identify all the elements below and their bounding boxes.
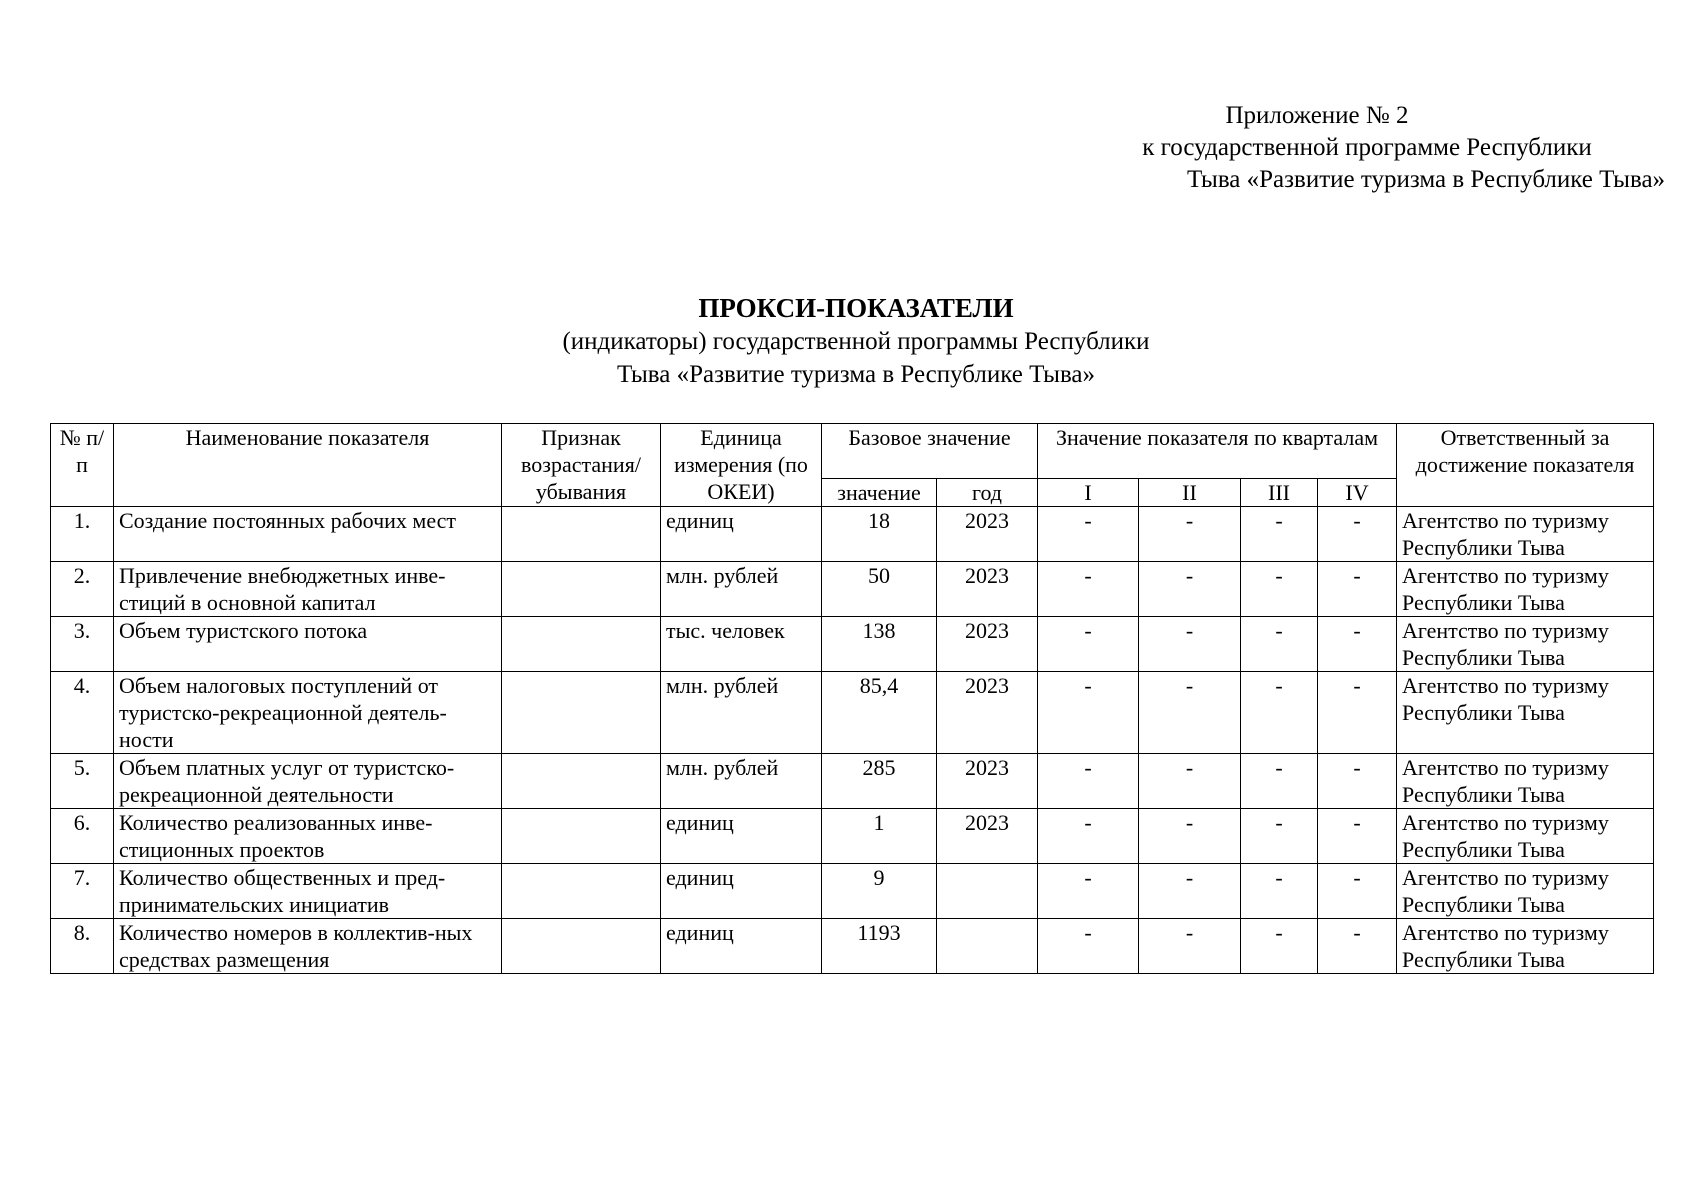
unit: млн. рублей bbox=[661, 754, 822, 809]
header-base-value-year: год bbox=[937, 479, 1038, 507]
quarter-3-value: - bbox=[1241, 754, 1318, 809]
quarter-4-value: - bbox=[1318, 809, 1397, 864]
table-row bbox=[51, 754, 1654, 809]
responsible-agency: Агентство по туризму Республики Тыва bbox=[1397, 754, 1654, 809]
header-number: № п/п bbox=[51, 424, 114, 507]
quarter-2-value: - bbox=[1139, 617, 1241, 672]
header-quarter-3: III bbox=[1241, 479, 1318, 507]
indicator-name: Объем налоговых поступлений от туристско-рекреационной деятель-ности bbox=[114, 672, 502, 754]
base-year bbox=[937, 864, 1038, 919]
base-year: 2023 bbox=[937, 507, 1038, 562]
indicator-name: Создание постоянных рабочих мест bbox=[114, 507, 502, 562]
quarter-1-value: - bbox=[1038, 919, 1139, 974]
base-year: 2023 bbox=[937, 562, 1038, 617]
unit: единиц bbox=[661, 809, 822, 864]
quarter-1-value: - bbox=[1038, 754, 1139, 809]
base-value: 18 bbox=[822, 507, 937, 562]
table-row bbox=[51, 809, 1654, 864]
table-row bbox=[51, 864, 1654, 919]
base-value: 9 bbox=[822, 864, 937, 919]
quarter-4-value: - bbox=[1318, 672, 1397, 754]
quarter-2-value: - bbox=[1139, 864, 1241, 919]
responsible-agency: Агентство по туризму Республики Тыва bbox=[1397, 672, 1654, 754]
quarter-3-value: - bbox=[1241, 919, 1318, 974]
quarter-2-value: - bbox=[1139, 919, 1241, 974]
responsible-agency: Агентство по туризму Республики Тыва bbox=[1397, 809, 1654, 864]
base-year: 2023 bbox=[937, 809, 1038, 864]
quarter-1-value: - bbox=[1038, 809, 1139, 864]
header-trend-sign: Признак возрастания/ убывания bbox=[502, 424, 661, 507]
trend-sign bbox=[502, 617, 661, 672]
base-year: 2023 bbox=[937, 617, 1038, 672]
row-number: 7. bbox=[51, 864, 114, 919]
table-row bbox=[51, 919, 1654, 974]
unit: единиц bbox=[661, 919, 822, 974]
responsible-agency: Агентство по туризму Республики Тыва bbox=[1397, 562, 1654, 617]
base-value: 285 bbox=[822, 754, 937, 809]
quarter-4-value: - bbox=[1318, 919, 1397, 974]
annex-number: Приложение № 2 bbox=[1225, 102, 1409, 129]
indicator-name: Количество номеров в коллектив-ных средствах размещения bbox=[114, 919, 502, 974]
quarter-2-value: - bbox=[1139, 754, 1241, 809]
trend-sign bbox=[502, 919, 661, 974]
row-number: 6. bbox=[51, 809, 114, 864]
header-indicator-name: Наименование показателя bbox=[114, 424, 502, 507]
header-quarter-4: IV bbox=[1318, 479, 1397, 507]
header-base-value: Базовое значение bbox=[822, 424, 1038, 479]
quarter-3-value: - bbox=[1241, 809, 1318, 864]
row-number: 2. bbox=[51, 562, 114, 617]
table-row bbox=[51, 562, 1654, 617]
header-quarterly-values: Значение показателя по кварталам bbox=[1038, 424, 1397, 479]
annex-program-name: Тыва «Развитие туризма в Республике Тыва» bbox=[1187, 166, 1666, 193]
trend-sign bbox=[502, 672, 661, 754]
base-value: 50 bbox=[822, 562, 937, 617]
responsible-agency: Агентство по туризму Республики Тыва bbox=[1397, 864, 1654, 919]
row-number: 1. bbox=[51, 507, 114, 562]
quarter-3-value: - bbox=[1241, 864, 1318, 919]
trend-sign bbox=[502, 562, 661, 617]
header-responsible: Ответственный за достижение показателя bbox=[1397, 424, 1654, 507]
quarter-3-value: - bbox=[1241, 672, 1318, 754]
row-number: 3. bbox=[51, 617, 114, 672]
quarter-3-value: - bbox=[1241, 562, 1318, 617]
quarter-1-value: - bbox=[1038, 864, 1139, 919]
quarter-4-value: - bbox=[1318, 864, 1397, 919]
table-row bbox=[51, 672, 1654, 754]
quarter-4-value: - bbox=[1318, 617, 1397, 672]
base-value: 138 bbox=[822, 617, 937, 672]
quarter-3-value: - bbox=[1241, 617, 1318, 672]
header-quarter-2: II bbox=[1139, 479, 1241, 507]
header-quarter-1: I bbox=[1038, 479, 1139, 507]
indicator-name: Объем туристского потока bbox=[114, 617, 502, 672]
document-title-block bbox=[0, 292, 1697, 391]
quarter-3-value: - bbox=[1241, 507, 1318, 562]
quarter-1-value: - bbox=[1038, 562, 1139, 617]
quarter-4-value: - bbox=[1318, 507, 1397, 562]
proxy-indicators-table bbox=[50, 423, 1654, 974]
trend-sign bbox=[502, 507, 661, 562]
table-row bbox=[51, 507, 1654, 562]
annex-reference: к государственной программе Республики bbox=[1142, 134, 1592, 161]
header-unit: Единица измерения (по ОКЕИ) bbox=[661, 424, 822, 507]
responsible-agency: Агентство по туризму Республики Тыва bbox=[1397, 507, 1654, 562]
trend-sign bbox=[502, 864, 661, 919]
unit: единиц bbox=[661, 507, 822, 562]
base-year bbox=[937, 919, 1038, 974]
responsible-agency: Агентство по туризму Республики Тыва bbox=[1397, 617, 1654, 672]
annex-heading bbox=[947, 100, 1666, 196]
quarter-2-value: - bbox=[1139, 672, 1241, 754]
quarter-2-value: - bbox=[1139, 809, 1241, 864]
row-number: 8. bbox=[51, 919, 114, 974]
quarter-4-value: - bbox=[1318, 562, 1397, 617]
responsible-agency: Агентство по туризму Республики Тыва bbox=[1397, 919, 1654, 974]
unit: тыс. человек bbox=[661, 617, 822, 672]
document-subtitle-line-2: Тыва «Развитие туризма в Республике Тыва» bbox=[616, 361, 1096, 388]
unit: млн. рублей bbox=[661, 562, 822, 617]
base-value: 1193 bbox=[822, 919, 937, 974]
base-value: 1 bbox=[822, 809, 937, 864]
unit: млн. рублей bbox=[661, 672, 822, 754]
base-value: 85,4 bbox=[822, 672, 937, 754]
document-title: ПРОКСИ-ПОКАЗАТЕЛИ bbox=[698, 293, 1014, 323]
quarter-2-value: - bbox=[1139, 507, 1241, 562]
base-year: 2023 bbox=[937, 754, 1038, 809]
quarter-1-value: - bbox=[1038, 507, 1139, 562]
unit: единиц bbox=[661, 864, 822, 919]
indicator-name: Количество общественных и пред-принимательских инициатив bbox=[114, 864, 502, 919]
quarter-4-value: - bbox=[1318, 754, 1397, 809]
indicator-name: Количество реализованных инве-стиционных проектов bbox=[114, 809, 502, 864]
row-number: 4. bbox=[51, 672, 114, 754]
table-row bbox=[51, 617, 1654, 672]
trend-sign bbox=[502, 809, 661, 864]
base-year: 2023 bbox=[937, 672, 1038, 754]
document-subtitle-line-1: (индикаторы) государственной программы Республики bbox=[562, 328, 1150, 355]
row-number: 5. bbox=[51, 754, 114, 809]
quarter-1-value: - bbox=[1038, 617, 1139, 672]
quarter-2-value: - bbox=[1139, 562, 1241, 617]
header-base-value-value: значение bbox=[822, 479, 937, 507]
quarter-1-value: - bbox=[1038, 672, 1139, 754]
indicator-name: Объем платных услуг от туристско-рекреационной деятельности bbox=[114, 754, 502, 809]
indicator-name: Привлечение внебюджетных инве-стиций в основной капитал bbox=[114, 562, 502, 617]
trend-sign bbox=[502, 754, 661, 809]
